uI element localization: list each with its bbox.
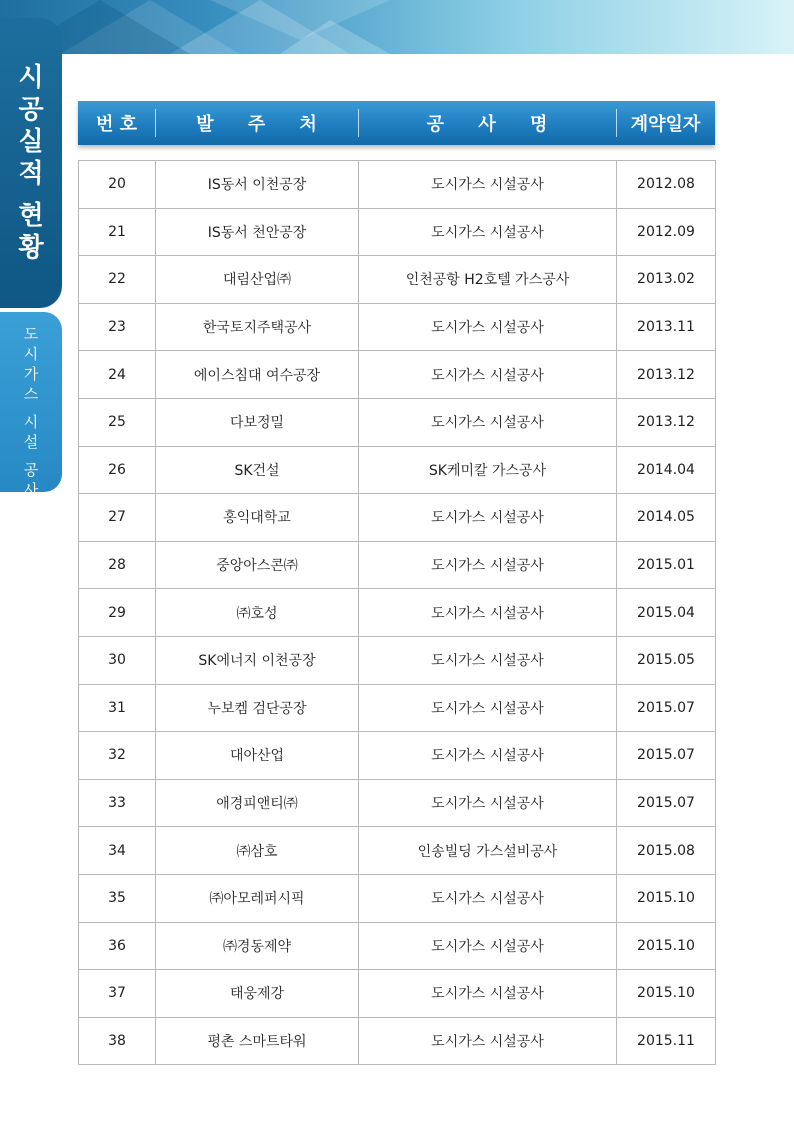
row-client: 에이스침대 여수공장 (156, 351, 359, 399)
sub-title-char: 공 (23, 461, 39, 479)
row-client: SK건설 (156, 446, 359, 494)
project-table-body (79, 161, 716, 1065)
row-client: 누보켐 검단공장 (156, 684, 359, 732)
row-date: 2013.12 (617, 398, 716, 446)
row-date: 2015.01 (617, 541, 716, 589)
row-project: 도시가스 시설공사 (359, 684, 617, 732)
row-project: 도시가스 시설공사 (359, 779, 617, 827)
table-row (79, 1017, 716, 1065)
row-date: 2012.08 (617, 161, 716, 209)
row-number: 38 (79, 1017, 156, 1065)
row-date: 2015.07 (617, 732, 716, 780)
row-project: 도시가스 시설공사 (359, 303, 617, 351)
row-number: 33 (79, 779, 156, 827)
row-project: 도시가스 시설공사 (359, 874, 617, 922)
section-title-char: 공 (18, 95, 44, 125)
table-row (79, 589, 716, 637)
row-client: IS동서 천안공장 (156, 208, 359, 256)
row-date: 2013.02 (617, 256, 716, 304)
table-row (79, 874, 716, 922)
row-client: 중앙아스콘㈜ (156, 541, 359, 589)
row-project: 도시가스 시설공사 (359, 208, 617, 256)
row-number: 26 (79, 446, 156, 494)
row-project: SK케미칼 가스공사 (359, 446, 617, 494)
row-client: 대아산업 (156, 732, 359, 780)
row-client: 다보정밀 (156, 398, 359, 446)
row-date: 2015.10 (617, 922, 716, 970)
row-project: 인천공항 H2호텔 가스공사 (359, 256, 617, 304)
sub-title-char: 가 (23, 365, 39, 383)
table-row (79, 779, 716, 827)
table-row (79, 922, 716, 970)
top-decorative-band (0, 0, 794, 54)
row-client: IS동서 이천공장 (156, 161, 359, 209)
row-project: 도시가스 시설공사 (359, 1017, 617, 1065)
row-number: 29 (79, 589, 156, 637)
table-row (79, 161, 716, 209)
row-date: 2015.04 (617, 589, 716, 637)
row-date: 2014.04 (617, 446, 716, 494)
header-client (155, 101, 358, 145)
diamond-pattern (0, 0, 794, 54)
row-client: SK에너지 이천공장 (156, 636, 359, 684)
section-title-char: 실 (18, 127, 44, 157)
table-row (79, 351, 716, 399)
row-client: ㈜삼호 (156, 827, 359, 875)
row-date: 2015.05 (617, 636, 716, 684)
row-number: 34 (79, 827, 156, 875)
sub-title-char: 시 (23, 413, 39, 431)
row-date: 2013.11 (617, 303, 716, 351)
row-date: 2013.12 (617, 351, 716, 399)
row-client: ㈜호성 (156, 589, 359, 637)
header-client-label: 발 주 처 (196, 114, 331, 135)
table-row (79, 827, 716, 875)
row-date: 2015.07 (617, 779, 716, 827)
sub-title-char: 스 (23, 385, 39, 403)
row-client: 태웅제강 (156, 970, 359, 1018)
sub-title-char: 설 (23, 433, 39, 451)
row-number: 36 (79, 922, 156, 970)
table-row (79, 684, 716, 732)
table-row (79, 732, 716, 780)
row-date: 2015.11 (617, 1017, 716, 1065)
row-number: 35 (79, 874, 156, 922)
row-number: 20 (79, 161, 156, 209)
row-date: 2015.07 (617, 684, 716, 732)
row-number: 23 (79, 303, 156, 351)
row-client: ㈜경동제약 (156, 922, 359, 970)
row-date: 2015.10 (617, 874, 716, 922)
row-client: ㈜아모레퍼시픽 (156, 874, 359, 922)
row-project: 도시가스 시설공사 (359, 636, 617, 684)
project-table (78, 160, 716, 1065)
row-project: 인송빌딩 가스설비공사 (359, 827, 617, 875)
table-row (79, 256, 716, 304)
sub-section-tab (0, 312, 62, 499)
sub-title-char: 사 (23, 481, 39, 499)
section-title-char: 적 (18, 159, 44, 189)
table-row (79, 398, 716, 446)
table-row (79, 494, 716, 542)
row-number: 30 (79, 636, 156, 684)
sub-title-char: 시 (23, 345, 39, 363)
row-project: 도시가스 시설공사 (359, 541, 617, 589)
table-row (79, 636, 716, 684)
section-title-char: 시 (18, 63, 44, 93)
header-project-label: 공 사 명 (426, 114, 562, 135)
row-number: 37 (79, 970, 156, 1018)
sub-title-char: 도 (23, 325, 39, 343)
row-client: 홍익대학교 (156, 494, 359, 542)
row-number: 24 (79, 351, 156, 399)
section-title-char: 황 (18, 233, 44, 263)
row-project: 도시가스 시설공사 (359, 161, 617, 209)
header-no: 번 호 (95, 114, 138, 135)
sub-section-title (0, 324, 62, 500)
row-number: 22 (79, 256, 156, 304)
row-client: 대림산업㈜ (156, 256, 359, 304)
header-project (358, 101, 616, 145)
row-project: 도시가스 시설공사 (359, 494, 617, 542)
row-project: 도시가스 시설공사 (359, 732, 617, 780)
row-date: 2014.05 (617, 494, 716, 542)
row-project: 도시가스 시설공사 (359, 589, 617, 637)
row-number: 31 (79, 684, 156, 732)
row-client: 한국토지주택공사 (156, 303, 359, 351)
header-date: 계약일자 (616, 101, 715, 145)
row-project: 도시가스 시설공사 (359, 351, 617, 399)
row-project: 도시가스 시설공사 (359, 398, 617, 446)
row-number: 32 (79, 732, 156, 780)
section-title (0, 62, 62, 264)
table-row (79, 208, 716, 256)
table-header (78, 101, 715, 145)
row-project: 도시가스 시설공사 (359, 922, 617, 970)
table-row (79, 541, 716, 589)
row-number: 21 (79, 208, 156, 256)
row-date: 2012.09 (617, 208, 716, 256)
table-row (79, 303, 716, 351)
row-number: 25 (79, 398, 156, 446)
row-number: 27 (79, 494, 156, 542)
section-title-char: 현 (18, 201, 44, 231)
table-row (79, 970, 716, 1018)
row-date: 2015.10 (617, 970, 716, 1018)
row-client: 평촌 스마트타워 (156, 1017, 359, 1065)
row-project: 도시가스 시설공사 (359, 970, 617, 1018)
row-number: 28 (79, 541, 156, 589)
row-date: 2015.08 (617, 827, 716, 875)
table-row (79, 446, 716, 494)
row-client: 애경피앤티㈜ (156, 779, 359, 827)
section-tab (0, 18, 62, 308)
